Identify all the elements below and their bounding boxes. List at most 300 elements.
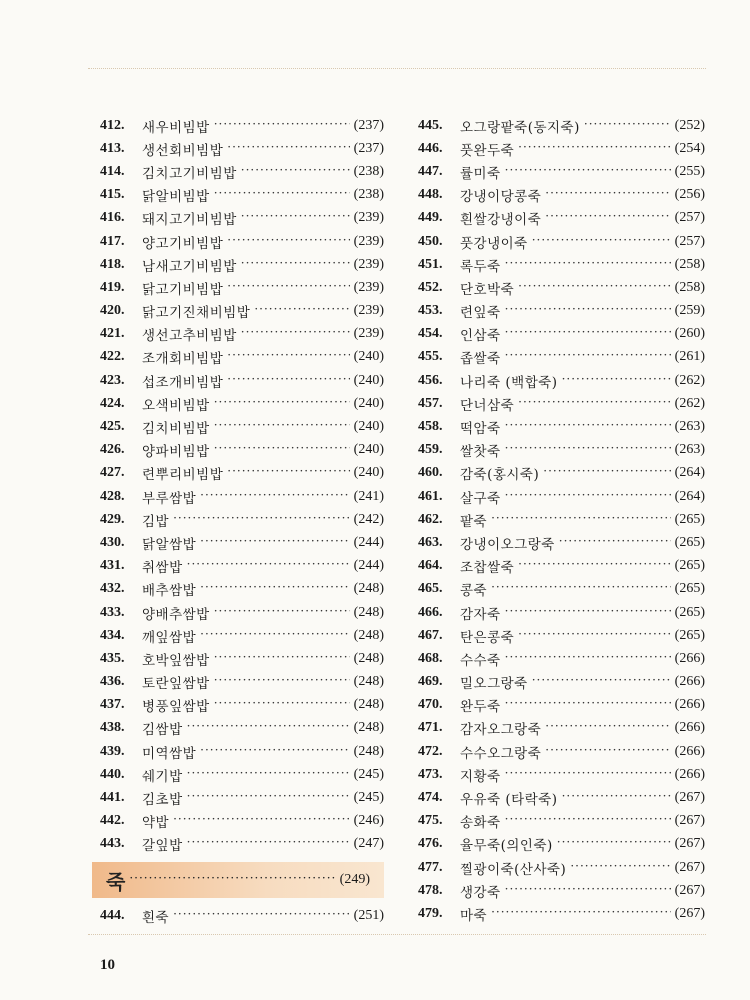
entry-page: (265) [674,627,705,643]
dot-leader [254,305,349,317]
dot-leader [505,769,671,781]
entry-page: (267) [674,905,705,921]
entry-number: 412. [100,117,125,133]
entry-page: (251) [353,907,384,923]
entry-title: 깨잎쌈밥 [142,629,197,646]
entry-page: (242) [353,511,384,527]
dot-leader [227,236,349,248]
entry-page: (248) [353,743,384,759]
entry-title: 미역쌈밥 [142,745,197,762]
dot-leader [491,583,671,595]
toc-entry[interactable] [418,624,705,647]
dot-leader [173,910,350,922]
entry-number: 478. [418,882,443,898]
entry-number: 465. [418,581,443,597]
dot-leader [200,537,350,549]
entry-page: (257) [674,210,705,226]
entry-number: 426. [100,442,125,458]
entry-number: 447. [418,163,443,179]
entry-page: (255) [674,163,705,179]
toc-entry[interactable] [418,601,705,624]
entry-number: 442. [100,813,125,829]
entry-number: 453. [418,303,443,319]
dot-leader [562,375,671,387]
entry-number: 418. [100,256,125,272]
toc-entry[interactable] [418,740,705,763]
entry-number: 444. [100,907,125,923]
toc-entry[interactable] [418,439,705,462]
entry-title: 좁쌀죽 [460,351,501,368]
toc-entry[interactable] [100,601,384,624]
dot-leader [491,514,671,526]
dot-leader [187,838,350,850]
entry-title: 풋강냉이죽 [460,235,528,252]
entry-number: 448. [418,187,443,203]
entry-number: 466. [418,604,443,620]
entry-number: 470. [418,697,443,713]
entry-page: (264) [674,465,705,481]
toc-entry[interactable] [418,578,705,601]
dot-leader [518,282,671,294]
dot-leader [200,746,350,758]
dot-leader [491,908,671,920]
dot-leader [557,838,671,850]
entry-title: 닭고기진채비빔밥 [142,305,251,322]
entry-page: (257) [674,233,705,249]
entry-number: 440. [100,766,125,782]
entry-title: 나리죽 (백합죽) [460,374,558,391]
toc-entry[interactable] [418,902,705,925]
toc-entry[interactable] [418,856,705,879]
dot-leader [214,189,350,201]
dot-leader [187,792,350,804]
entry-page: (246) [353,813,384,829]
toc-entry[interactable] [100,508,384,531]
entry-title: 김초밥 [142,792,183,809]
entry-page: (267) [674,836,705,852]
entry-number: 452. [418,279,443,295]
entry-page: (261) [674,349,705,365]
entry-page: (265) [674,534,705,550]
dot-leader [227,467,349,479]
entry-number: 463. [418,534,443,550]
toc-entry[interactable] [418,647,705,670]
entry-page: (239) [353,233,384,249]
entry-title: 남새고기비빔밥 [142,258,237,275]
dot-leader [214,653,350,665]
section-page: (249) [339,872,370,887]
entry-number: 436. [100,674,125,690]
entry-title: 쉐기밥 [142,768,183,785]
entry-page: (245) [353,766,384,782]
entry-title: 송화죽 [460,815,501,832]
entry-title: 률미죽 [460,165,501,182]
dot-leader [559,537,671,549]
entry-title: 지황죽 [460,768,501,785]
toc-entry[interactable] [418,323,705,346]
dot-leader [505,699,671,711]
toc-entry[interactable] [100,904,384,927]
entry-number: 454. [418,326,443,342]
entry-page: (266) [674,650,705,666]
entry-title: 새우비빔밥 [142,119,210,136]
toc-entry[interactable] [418,160,705,183]
entry-page: (263) [674,442,705,458]
entry-number: 456. [418,372,443,388]
entry-page: (256) [674,187,705,203]
entry-page: (239) [353,303,384,319]
entry-title: 갈잎밥 [142,838,183,855]
toc-entry[interactable] [100,230,384,253]
toc-entry[interactable] [100,300,384,323]
dot-leader [241,259,350,271]
dot-leader [227,143,349,155]
entry-number: 430. [100,534,125,550]
entry-page: (244) [353,558,384,574]
entry-page: (266) [674,720,705,736]
entry-number: 467. [418,627,443,643]
entry-title: 풋완두죽 [460,142,515,159]
entry-page: (262) [674,395,705,411]
dot-leader [214,120,350,132]
entry-page: (245) [353,790,384,806]
entry-title: 김쌈밥 [142,722,183,739]
dot-leader [518,143,671,155]
dot-leader [173,514,350,526]
entry-number: 458. [418,419,443,435]
entry-number: 472. [418,743,443,759]
toc-column-right [418,114,705,926]
entry-number: 450. [418,233,443,249]
entry-page: (239) [353,256,384,272]
entry-number: 441. [100,790,125,806]
entry-page: (239) [353,279,384,295]
dot-leader [214,421,350,433]
entry-page: (264) [674,488,705,504]
entry-page: (267) [674,859,705,875]
entry-number: 468. [418,650,443,666]
dot-leader [200,491,350,503]
entry-title: 흰쌀강냉이죽 [460,212,542,229]
entry-page: (265) [674,558,705,574]
entry-title: 양고기비빔밥 [142,235,224,252]
dot-leader [543,467,670,479]
toc-entry[interactable] [100,392,384,415]
dot-leader [545,212,670,224]
toc-entry[interactable] [100,415,384,438]
entry-title: 닭알쌈밥 [142,536,197,553]
entry-number: 438. [100,720,125,736]
dot-leader [505,653,671,665]
toc-entry[interactable] [418,276,705,299]
entry-page: (258) [674,256,705,272]
entry-number: 449. [418,210,443,226]
entry-page: (267) [674,790,705,806]
toc-entry[interactable] [418,230,705,253]
entry-number: 455. [418,349,443,365]
entry-title: 김치고기비빔밥 [142,165,237,182]
dot-leader [505,885,671,897]
entry-title: 흰죽 [142,909,170,926]
dot-leader [545,189,670,201]
entry-page: (244) [353,534,384,550]
dot-leader [241,166,350,178]
entry-number: 439. [100,743,125,759]
dot-leader [532,676,671,688]
toc-entry[interactable] [418,810,705,833]
toc-entry[interactable] [100,647,384,670]
toc-entry[interactable] [100,346,384,369]
toc-entry[interactable] [418,555,705,578]
dot-leader [545,746,670,758]
entry-title: 팥죽 [460,513,488,530]
dot-leader [187,560,350,572]
entry-page: (248) [353,674,384,690]
entry-number: 429. [100,511,125,527]
dot-leader [214,699,350,711]
entry-number: 425. [100,419,125,435]
toc-list-right [418,114,705,926]
toc-entry[interactable] [100,485,384,508]
page-number: 10 [100,957,115,973]
toc-entry[interactable] [100,717,384,740]
dot-leader [532,236,671,248]
entry-title: 호박잎쌈밥 [142,652,210,669]
entry-title: 생선회비빔밥 [142,142,224,159]
toc-entry[interactable] [418,485,705,508]
toc-entry[interactable] [100,253,384,276]
entry-title: 오그랑팥죽(동지죽) [460,119,580,136]
entry-title: 돼지고기비빔밥 [142,212,237,229]
entry-number: 432. [100,581,125,597]
toc-entry[interactable] [418,833,705,856]
toc-entry[interactable] [418,369,705,392]
toc-entry[interactable] [100,323,384,346]
toc-entry[interactable] [100,184,384,207]
toc-entry[interactable] [100,531,384,554]
entry-number: 474. [418,790,443,806]
entry-page: (265) [674,511,705,527]
entry-page: (240) [353,442,384,458]
toc-entry[interactable] [100,578,384,601]
entry-title: 록두죽 [460,258,501,275]
toc-entry[interactable] [418,717,705,740]
toc-entry[interactable] [100,207,384,230]
entry-number: 416. [100,210,125,226]
entry-title: 약밥 [142,815,170,832]
toc-entry[interactable] [100,160,384,183]
entry-page: (262) [674,372,705,388]
entry-title: 김치비빔밥 [142,421,210,438]
entry-title: 강냉이오그랑죽 [460,536,555,553]
toc-entry[interactable] [418,184,705,207]
entry-number: 421. [100,326,125,342]
entry-title: 떡암죽 [460,421,501,438]
entry-title: 쌀찻죽 [460,444,501,461]
dot-leader [227,351,349,363]
toc-entry[interactable] [418,300,705,323]
entry-title: 련잎죽 [460,305,501,322]
entry-title: 닭고기비빔밥 [142,281,224,298]
entry-page: (267) [674,813,705,829]
dot-leader [214,676,350,688]
dot-leader [187,722,350,734]
entry-page: (248) [353,627,384,643]
entry-title: 수수죽 [460,652,501,669]
entry-page: (248) [353,720,384,736]
entry-number: 427. [100,465,125,481]
entry-page: (266) [674,743,705,759]
entry-title: 단너삼죽 [460,397,515,414]
entry-page: (258) [674,279,705,295]
entry-number: 461. [418,488,443,504]
entry-number: 476. [418,836,443,852]
entry-title: 닭알비빔밥 [142,189,210,206]
toc-list-after-section [100,904,384,927]
dot-leader [173,815,350,827]
toc-entry[interactable] [100,671,384,694]
dot-leader [570,862,670,874]
entry-number: 475. [418,813,443,829]
toc-entry[interactable] [100,786,384,809]
toc-entry[interactable] [418,114,705,137]
dot-leader [505,421,671,433]
entry-title: 우유죽 (타락죽) [460,792,558,809]
entry-page: (254) [674,140,705,156]
toc-entry[interactable] [418,392,705,415]
dot-leader [227,375,349,387]
entry-number: 434. [100,627,125,643]
toc-entry[interactable] [418,207,705,230]
dot-leader [505,166,671,178]
entry-title: 생강죽 [460,884,501,901]
entry-number: 462. [418,511,443,527]
toc-entry[interactable] [100,137,384,160]
dot-leader [584,120,671,132]
entry-number: 445. [418,117,443,133]
entry-page: (237) [353,140,384,156]
toc-entry[interactable] [100,276,384,299]
toc-column-left [100,114,384,927]
entry-page: (241) [353,488,384,504]
entry-title: 마죽 [460,907,488,924]
toc-entry[interactable] [100,114,384,137]
entry-number: 419. [100,279,125,295]
toc-entry[interactable] [100,439,384,462]
entry-title: 감죽(홍시죽) [460,467,540,484]
toc-entry[interactable] [418,137,705,160]
dot-leader [505,259,671,271]
dot-leader [505,491,671,503]
entry-title: 살구죽 [460,490,501,507]
entry-number: 415. [100,187,125,203]
toc-entry[interactable] [100,833,384,856]
section-title: 죽 [106,869,126,894]
entry-page: (248) [353,650,384,666]
top-divider [88,68,706,69]
entry-number: 451. [418,256,443,272]
entry-number: 446. [418,140,443,156]
toc-entry[interactable] [418,763,705,786]
entry-title: 단호박죽 [460,281,515,298]
entry-title: 섭조개비빔밥 [142,374,224,391]
dot-leader [200,630,350,642]
entry-title: 밀오그랑죽 [460,676,528,693]
entry-title: 부루쌈밥 [142,490,197,507]
entry-title: 오색비빔밥 [142,397,210,414]
entry-title: 양파비빔밥 [142,444,210,461]
toc-entry[interactable] [100,740,384,763]
entry-page: (260) [674,326,705,342]
entry-page: (238) [353,187,384,203]
entry-title: 배추쌈밥 [142,583,197,600]
toc-entry[interactable] [100,624,384,647]
entry-page: (266) [674,766,705,782]
entry-title: 수수오그랑죽 [460,745,542,762]
section-heading-juk[interactable] [92,862,384,898]
toc-entry[interactable] [418,508,705,531]
entry-title: 강냉이당콩죽 [460,189,542,206]
entry-page: (266) [674,674,705,690]
entry-page: (240) [353,372,384,388]
toc-entry[interactable] [418,694,705,717]
toc-entry[interactable] [100,462,384,485]
entry-page: (239) [353,210,384,226]
entry-title: 조찹쌀죽 [460,560,515,577]
dot-leader [214,607,350,619]
entry-number: 457. [418,395,443,411]
dot-leader [562,792,671,804]
toc-entry[interactable] [418,786,705,809]
entry-page: (248) [353,581,384,597]
entry-title: 토란잎쌈밥 [142,676,210,693]
entry-page: (266) [674,697,705,713]
bottom-divider [88,934,706,935]
entry-number: 437. [100,697,125,713]
toc-entry[interactable] [418,879,705,902]
toc-entry[interactable] [418,253,705,276]
toc-entry[interactable] [100,810,384,833]
dot-leader [505,607,671,619]
entry-page: (265) [674,581,705,597]
entry-page: (240) [353,349,384,365]
toc-entry[interactable] [418,346,705,369]
entry-page: (237) [353,117,384,133]
entry-page: (239) [353,326,384,342]
dot-leader [200,583,350,595]
toc-entry[interactable] [418,531,705,554]
toc-entry[interactable] [100,694,384,717]
dot-leader [505,305,671,317]
toc-entry[interactable] [100,555,384,578]
toc-entry[interactable] [100,369,384,392]
toc-entry[interactable] [100,763,384,786]
dot-leader [545,722,670,734]
entry-title: 찔광이죽(산사죽) [460,861,567,878]
entry-page: (247) [353,836,384,852]
toc-list-left [100,114,384,856]
toc-entry[interactable] [418,462,705,485]
entry-title: 콩죽 [460,583,488,600]
entry-number: 413. [100,140,125,156]
toc-entry[interactable] [418,671,705,694]
entry-page: (238) [353,163,384,179]
dot-leader [241,212,350,224]
entry-number: 417. [100,233,125,249]
toc-entry[interactable] [418,415,705,438]
entry-number: 431. [100,558,125,574]
dot-leader [214,398,350,410]
